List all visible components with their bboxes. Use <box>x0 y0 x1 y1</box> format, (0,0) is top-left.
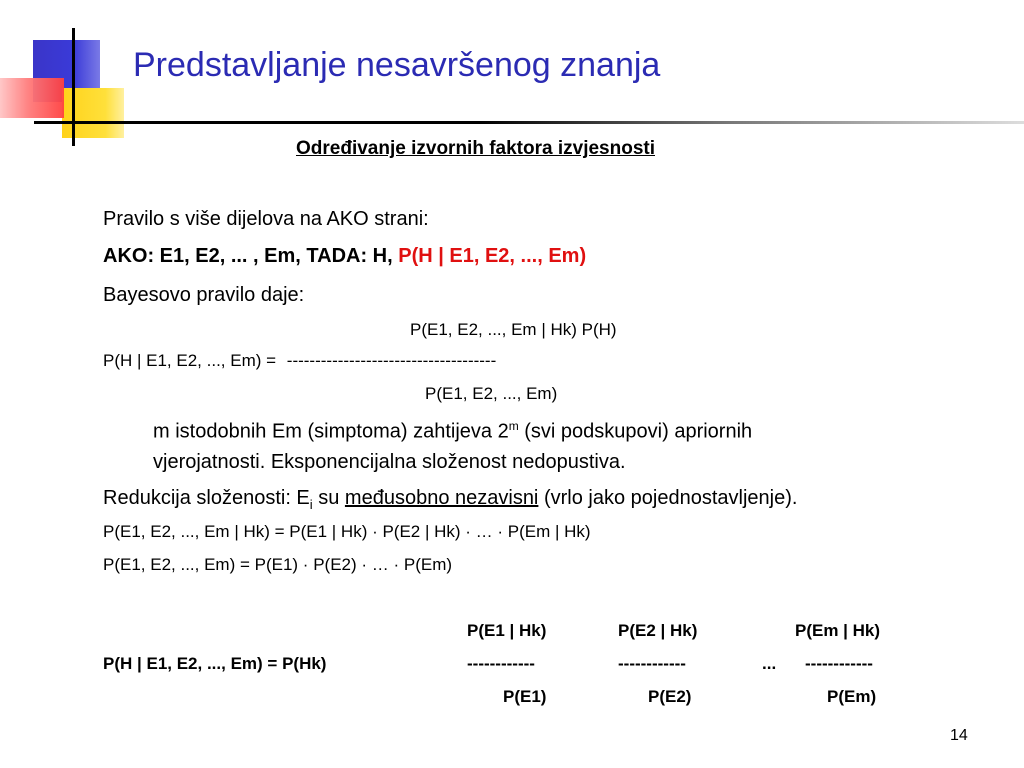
title-divider <box>34 121 1024 124</box>
bullet-superscript: m <box>508 419 519 433</box>
page-number: 14 <box>950 727 968 744</box>
logo-red-square <box>0 78 64 118</box>
bayes-intro: Bayesovo pravilo daje: <box>103 284 305 306</box>
reduction-line <box>103 487 797 512</box>
reduction-text-a: Redukcija složenosti: E <box>103 487 310 509</box>
independence-equation-2: P(E1, E2, ..., Em) = P(E1) · P(E2) · … · P(Em) <box>103 555 453 574</box>
reduction-underlined: međusobno nezavisni <box>344 487 539 509</box>
reduction-text-b: su <box>312 487 345 509</box>
final-den-2: P(E2) <box>648 687 692 706</box>
final-ellipsis: ... <box>762 654 777 673</box>
rule-condition: AKO: E1, E2, ... , Em, TADA: H, <box>103 245 399 267</box>
final-num-3: P(Em | Hk) <box>795 621 881 640</box>
bullet-line-1 <box>153 419 752 444</box>
bayes-equation <box>103 351 496 371</box>
final-num-1: P(E1 | Hk) <box>467 621 547 640</box>
slide-title: Predstavljanje nesavršenog znanja <box>133 46 661 84</box>
bayes-numerator: P(E1, E2, ..., Em | Hk) P(H) <box>410 320 617 339</box>
bullet-line-2: vjerojatnosti. Eksponencijalna složenost nedopustiva. <box>153 451 626 473</box>
final-dash-3: ------------ <box>805 654 873 673</box>
bayes-lhs: P(H | E1, E2, ..., Em) = <box>103 351 277 370</box>
final-dash-1: ------------ <box>467 654 535 673</box>
logo-vertical-line <box>72 28 75 146</box>
bullet-text-a: m istodobnih Em (simptoma) zahtijeva 2 <box>153 420 509 443</box>
final-num-2: P(E2 | Hk) <box>618 621 698 640</box>
final-lhs: P(H | E1, E2, ..., Em) = P(Hk) <box>103 654 327 673</box>
rule-probability: P(H | E1, E2, ..., Em) <box>398 245 587 267</box>
rule-definition <box>103 245 586 268</box>
rule-intro: Pravilo s više dijelova na AKO strani: <box>103 208 429 230</box>
slide-subtitle: Određivanje izvornih faktora izvjesnosti <box>296 138 655 159</box>
final-den-1: P(E1) <box>503 687 547 706</box>
final-dash-2: ------------ <box>618 654 686 673</box>
bayes-fraction-line: ------------------------------------- <box>286 351 497 370</box>
bullet-text-b: (svi podskupovi) apriornih <box>518 420 753 443</box>
independence-equation-1: P(E1, E2, ..., Em | Hk) = P(E1 | Hk) · P(E2 | Hk) · … · P(Em | Hk) <box>103 522 591 541</box>
bayes-denominator: P(E1, E2, ..., Em) <box>425 384 558 403</box>
reduction-text-c: (vrlo jako pojednostavljenje). <box>538 487 798 509</box>
final-den-3: P(Em) <box>827 687 877 706</box>
reduction-subscript: i <box>309 497 313 512</box>
